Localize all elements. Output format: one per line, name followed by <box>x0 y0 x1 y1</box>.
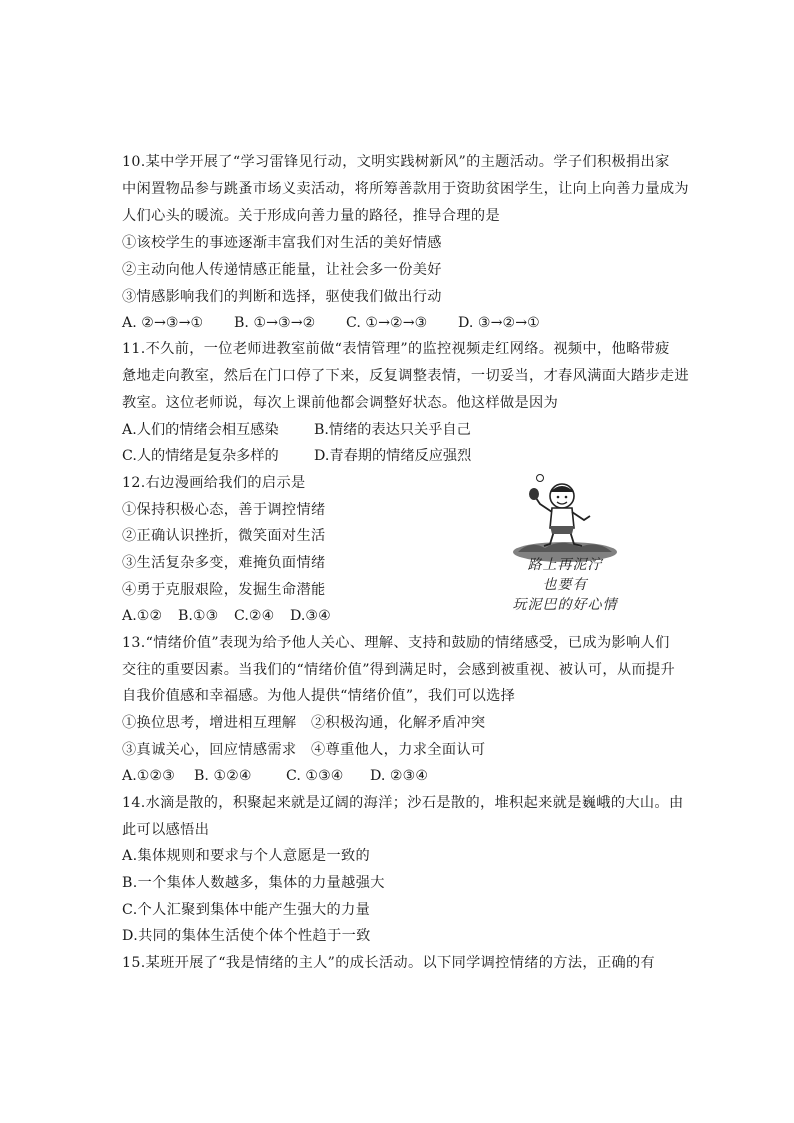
q11-stem-line-1: 11.不久前，一位老师进教室前做“表情管理”的监控视频走红网络。视频中，他略带疲 <box>122 341 670 357</box>
q14-option-b: B.一个集体人数越多，集体的力量越强大 <box>122 875 385 891</box>
q12-option-c: C.②④ <box>234 608 275 624</box>
q12-option-d: D.③④ <box>290 608 331 624</box>
q13-stem-line-1: 13.“情绪价值”表现为给予他人关心、理解、支持和鼓励的情绪感受，已成为影响人们 <box>122 635 670 651</box>
q10-option-d: D. ③→②→① <box>458 315 540 331</box>
q11-option-a: A.人们的情绪会相互感染 <box>122 422 279 438</box>
q14-stem-line-1: 14.水滴是散的，积聚起来就是辽阔的海洋；沙石是散的，堆积起来就是巍峨的大山。由 <box>122 795 684 811</box>
q10-item-2: ②主动向他人传递情感正能量，让社会多一份美好 <box>122 262 442 278</box>
q10-stem-line-1: 10.某中学开展了“学习雷锋见行动，文明实践树新风”的主题活动。学子们积极捐出家 <box>122 154 670 170</box>
q12-option-b: B.①③ <box>178 608 219 624</box>
cartoon-caption-line-2: 也要有 <box>542 577 588 593</box>
q12-item-3: ③生活复杂多变，难掩负面情绪 <box>122 555 326 571</box>
q10-item-1: ①该校学生的事迹逐渐丰富我们对生活的美好情感 <box>122 235 442 251</box>
q13-option-d: D. ②③④ <box>370 768 429 784</box>
q15-stem: 15.某班开展了“我是情绪的主人”的成长活动。以下同学调控情绪的方法，正确的有 <box>122 955 656 971</box>
cartoon-caption-line-1: 路上再泥泞 <box>527 557 603 573</box>
q11-option-b: B.情绪的表达只关乎自己 <box>314 422 471 438</box>
q13-items-line-1: ①换位思考，增进相互理解 ②积极沟通，化解矛盾冲突 <box>122 715 486 731</box>
cartoon-illustration <box>500 470 630 620</box>
q12-options <box>122 606 331 626</box>
q14-stem-line-2: 此可以感悟出 <box>122 822 210 838</box>
q13-option-a: A.①②③ <box>122 768 175 784</box>
q11-option-c: C.人的情绪是复杂多样的 <box>122 448 279 464</box>
q10-option-b: B. ①→③→② <box>234 315 316 331</box>
q11-options-row-2 <box>122 446 471 466</box>
cartoon-caption-line-3: 玩泥巴的好心情 <box>512 597 618 613</box>
q10-stem-line-2: 中闲置物品参与跳蚤市场义卖活动，将所筹善款用于资助贫困学生，让向上向善力量成为 <box>122 181 689 197</box>
q12-item-2: ②正确认识挫折，微笑面对生活 <box>122 528 326 544</box>
q10-item-3: ③情感影响我们的判断和选择，驱使我们做出行动 <box>122 289 442 305</box>
q11-option-d: D.青春期的情绪反应强烈 <box>314 448 472 464</box>
q13-items-line-2: ③真诚关心，回应情感需求 ④尊重他人，力求全面认可 <box>122 742 486 758</box>
q11-options-row-1 <box>122 420 471 440</box>
table-tennis-player-drawing <box>500 470 630 565</box>
q14-option-a: A.集体规则和要求与个人意愿是一致的 <box>122 848 371 864</box>
q11-stem-line-2: 惫地走向教室，然后在门口停了下来，反复调整表情，一切妥当，才春风满面大踏步走进 <box>122 368 689 384</box>
q13-stem-line-3: 自我价值感和幸福感。为他人提供“情绪价值”，我们可以选择 <box>122 688 516 704</box>
q11-stem-line-3: 教室。这位老师说，每次上课前他都会调整好状态。他这样做是因为 <box>122 395 559 411</box>
q14-option-c: C.个人汇聚到集体中能产生强大的力量 <box>122 902 371 918</box>
q13-options <box>122 766 428 786</box>
q10-option-a: A. ②→③→① <box>122 315 204 331</box>
q12-stem: 12.右边漫画给我们的启示是 <box>122 475 306 491</box>
q13-option-c: C. ①③④ <box>286 768 344 784</box>
q13-option-b: B. ①②④ <box>194 768 252 784</box>
q10-stem-line-3: 人们心头的暖流。关于形成向善力量的路径，推导合理的是 <box>122 208 500 224</box>
q12-item-4: ④勇于克服艰险，发掘生命潜能 <box>122 582 326 598</box>
q13-stem-line-2: 交往的重要因素。当我们的“情绪价值”得到满足时，会感到被重视、被认可，从而提升 <box>122 662 676 678</box>
q12-option-a: A.①② <box>122 608 163 624</box>
q12-item-1: ①保持积极心态，善于调控情绪 <box>122 502 326 518</box>
q10-option-c: C. ①→②→③ <box>346 315 428 331</box>
q10-options <box>122 313 540 333</box>
q14-option-d: D.共同的集体生活使个体个性趋于一致 <box>122 928 371 944</box>
